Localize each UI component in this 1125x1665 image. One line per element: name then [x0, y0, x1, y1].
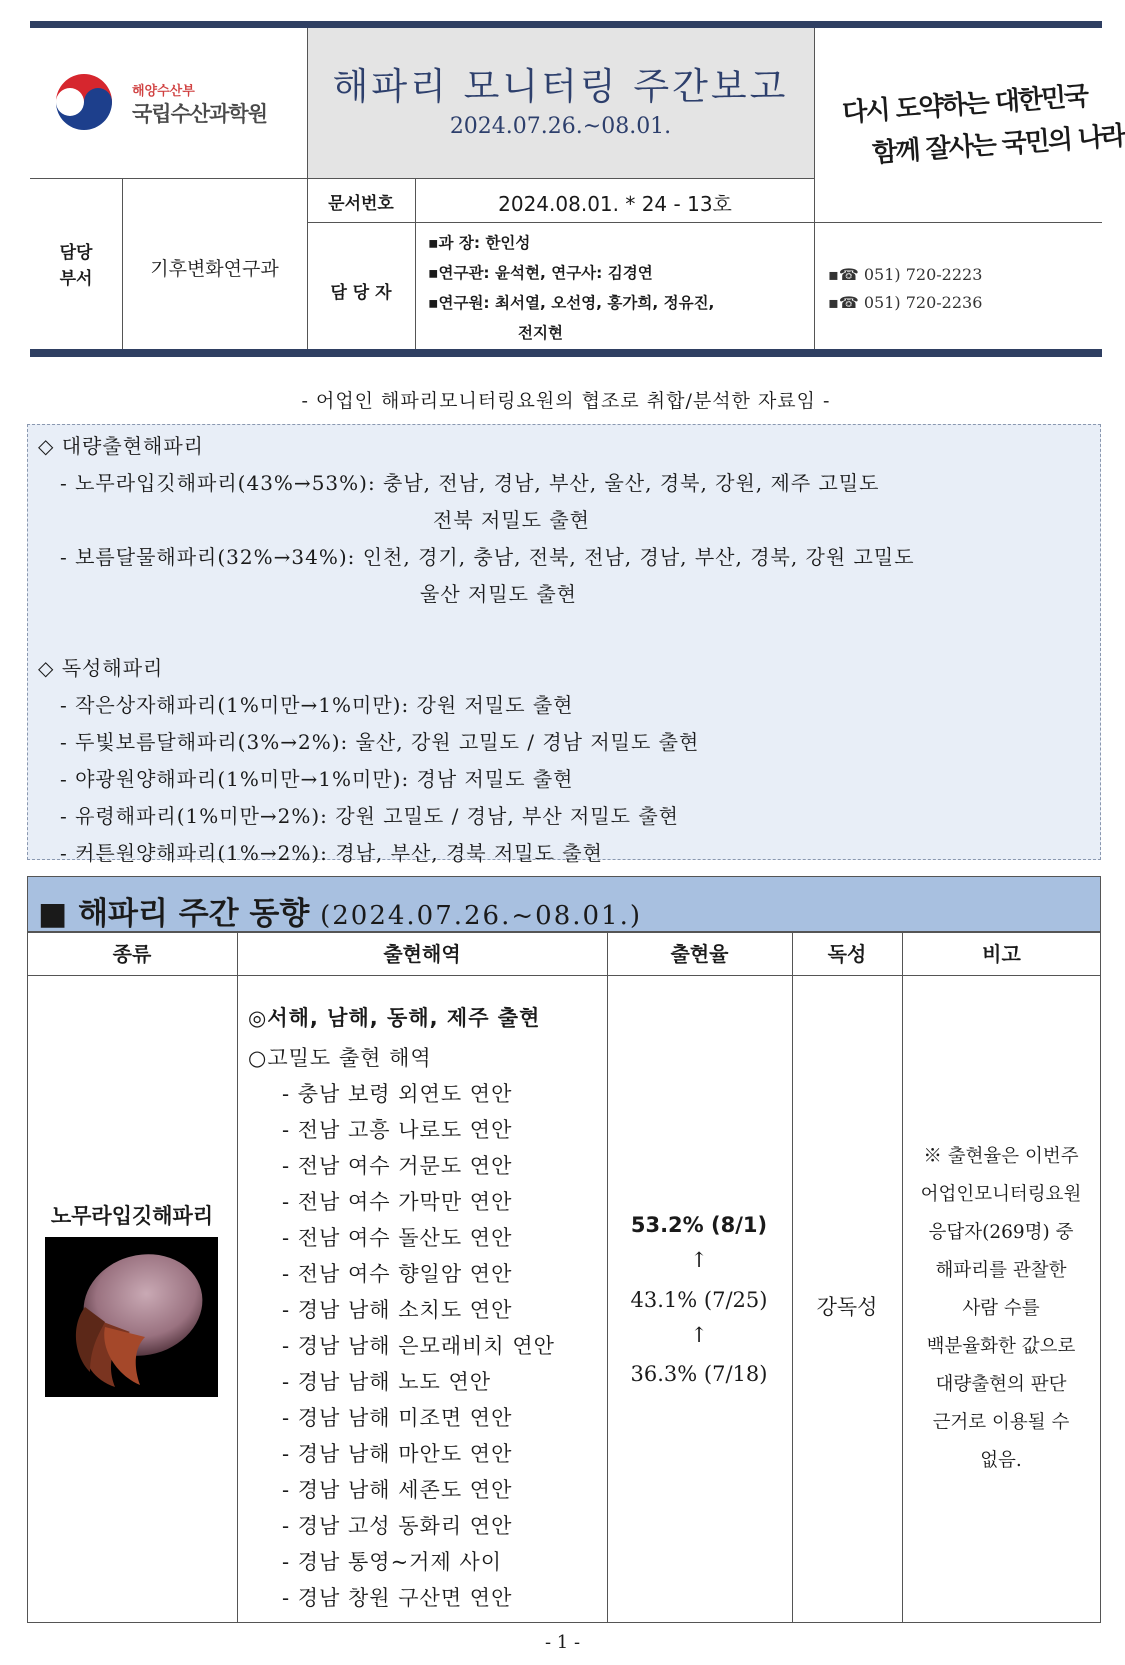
org-parent: 해양수산부 [132, 84, 195, 99]
area-item: - 경남 고성 동화리 연안 [282, 1514, 513, 1538]
staff-line: 전지현 [518, 324, 563, 342]
remark-line: 없음. [980, 1450, 1022, 1471]
mass-item: - 보름달물해파리(32%→34%): 인천, 경기, 충남, 전북, 전남, 경남, 부산, 경북, 강원 고밀도 [60, 545, 915, 569]
dept-value: 기후변화연구과 [150, 258, 279, 280]
remark-line: 어업인모니터링요원 [920, 1184, 1082, 1205]
toxic-item: - 작은상자해파리(1%미만→1%미만): 강원 저밀도 출현 [60, 693, 574, 717]
staff-line: ▪과 장: 한인성 [428, 234, 531, 252]
divider [307, 222, 815, 223]
area-item: - 경남 남해 마안도 연안 [282, 1442, 513, 1466]
col-header: 독성 [827, 942, 867, 966]
divider [30, 178, 815, 179]
area-item: - 전남 고흥 나로도 연안 [282, 1118, 513, 1142]
header-bottom-bar [30, 349, 1102, 357]
rate-arrow: ↑ [690, 1248, 708, 1272]
area-item: - 충남 보령 외연도 연안 [282, 1082, 513, 1106]
mass-item: - 노무라입깃해파리(43%→53%): 충남, 전남, 경남, 부산, 울산, 경북, 강원, 제주 고밀도 [60, 471, 880, 495]
phone-number: ▪☎ 051) 720-2236 [828, 293, 983, 312]
col-header: 종류 [112, 942, 152, 966]
area-item: - 경남 남해 은모래비치 연안 [282, 1334, 555, 1358]
staff-label: 담 당 자 [330, 283, 392, 303]
doc-no-label: 문서번호 [328, 194, 394, 214]
divider [815, 222, 1102, 223]
doc-no-value: 2024.08.01. * 24 - 13호 [498, 192, 732, 216]
area-item: - 전남 여수 향일암 연안 [282, 1262, 513, 1286]
jellyfish-photo [45, 1237, 218, 1397]
rate-previous: 43.1% (7/25) [630, 1288, 768, 1312]
slogan-line-1: 다시 도약하는 대한민국 [841, 81, 1089, 129]
org-name: 국립수산과학원 [132, 102, 268, 126]
area-item: - 전남 여수 가막만 연안 [282, 1190, 513, 1214]
rate-current: 53.2% (8/1) [630, 1213, 768, 1237]
toxicity-value: 강독성 [816, 1295, 878, 1319]
divider [792, 932, 793, 1623]
area-item: - 경남 남해 미조면 연안 [282, 1406, 513, 1430]
area-item: - 경남 남해 소치도 연안 [282, 1298, 513, 1322]
phone-number: ▪☎ 051) 720-2223 [828, 265, 983, 284]
toxic-heading: ◇ 독성해파리 [38, 656, 164, 680]
government-emblem-icon [52, 70, 116, 134]
data-source-note: - 어업인 해파리모니터링요원의 협조로 취합/분석한 자료임 - [301, 390, 831, 412]
col-header: 출현율 [670, 942, 729, 966]
species-name: 노무라입깃해파리 [50, 1204, 214, 1228]
remark-line: 근거로 이용될 수 [932, 1412, 1070, 1433]
area-item: - 경남 남해 노도 연안 [282, 1370, 492, 1394]
report-title: 해파리 모니터링 주간보고 [332, 65, 789, 108]
weekly-section-title: ■ 해파리 주간 동향 (2024.07.26.~08.01.) [38, 896, 642, 932]
col-header: 출현해역 [383, 942, 461, 966]
mass-heading: ◇ 대량출현해파리 [38, 434, 204, 458]
staff-line: ▪연구관: 윤석현, 연구사: 김경연 [428, 264, 653, 282]
toxic-item: - 두빛보름달해파리(3%→2%): 울산, 강원 고밀도 / 경남 저밀도 출현 [60, 730, 700, 754]
remark-line: 백분율화한 값으로 [926, 1336, 1076, 1357]
toxic-item: - 야광원양해파리(1%미만→1%미만): 경남 저밀도 출현 [60, 767, 574, 791]
divider [607, 932, 608, 1623]
mass-item-cont: 전북 저밀도 출현 [433, 508, 590, 532]
area-item: - 전남 여수 거문도 연안 [282, 1154, 513, 1178]
area-item: - 경남 창원 구산면 연안 [282, 1586, 513, 1610]
remark-line: 해파리를 관찰한 [935, 1260, 1067, 1281]
jellyfish-icon [45, 1237, 218, 1397]
area-item: - 전남 여수 돌산도 연안 [282, 1226, 513, 1250]
dept-label: 담당부서 [59, 243, 93, 289]
areas-subheading: ○고밀도 출현 해역 [248, 1046, 432, 1070]
areas-heading: ◎서해, 남해, 동해, 제주 출현 [248, 1006, 541, 1030]
col-header: 비고 [982, 942, 1021, 966]
rate-earlier: 36.3% (7/18) [630, 1362, 768, 1386]
remark-line: ※ 출현율은 이번주 [923, 1146, 1079, 1167]
remark-line: 응답자(269명) 중 [928, 1222, 1074, 1243]
area-item: - 경남 통영~거제 사이 [282, 1550, 503, 1574]
mass-item-cont: 울산 저밀도 출현 [420, 582, 577, 606]
page-number: - 1 - [544, 1632, 581, 1653]
divider [27, 975, 1101, 976]
header-top-bar [30, 21, 1102, 28]
remark-line: 사람 수를 [962, 1298, 1040, 1319]
area-item: - 경남 남해 세존도 연안 [282, 1478, 513, 1502]
report-period: 2024.07.26.~08.01. [449, 114, 672, 139]
toxic-item: - 커튼원양해파리(1%→2%): 경남, 부산, 경북 저밀도 출현 [60, 841, 603, 865]
remark-line: 대량출현의 판단 [935, 1374, 1067, 1395]
divider [237, 932, 238, 1623]
slogan-line-2: 함께 잘사는 국민의 나라 [871, 121, 1125, 169]
toxic-item: - 유령해파리(1%미만→2%): 강원 고밀도 / 경남, 부산 저밀도 출현 [60, 804, 679, 828]
rate-arrow: ↑ [690, 1323, 708, 1347]
staff-line: ▪연구원: 최서열, 오선영, 홍가희, 정유진, [428, 294, 715, 312]
